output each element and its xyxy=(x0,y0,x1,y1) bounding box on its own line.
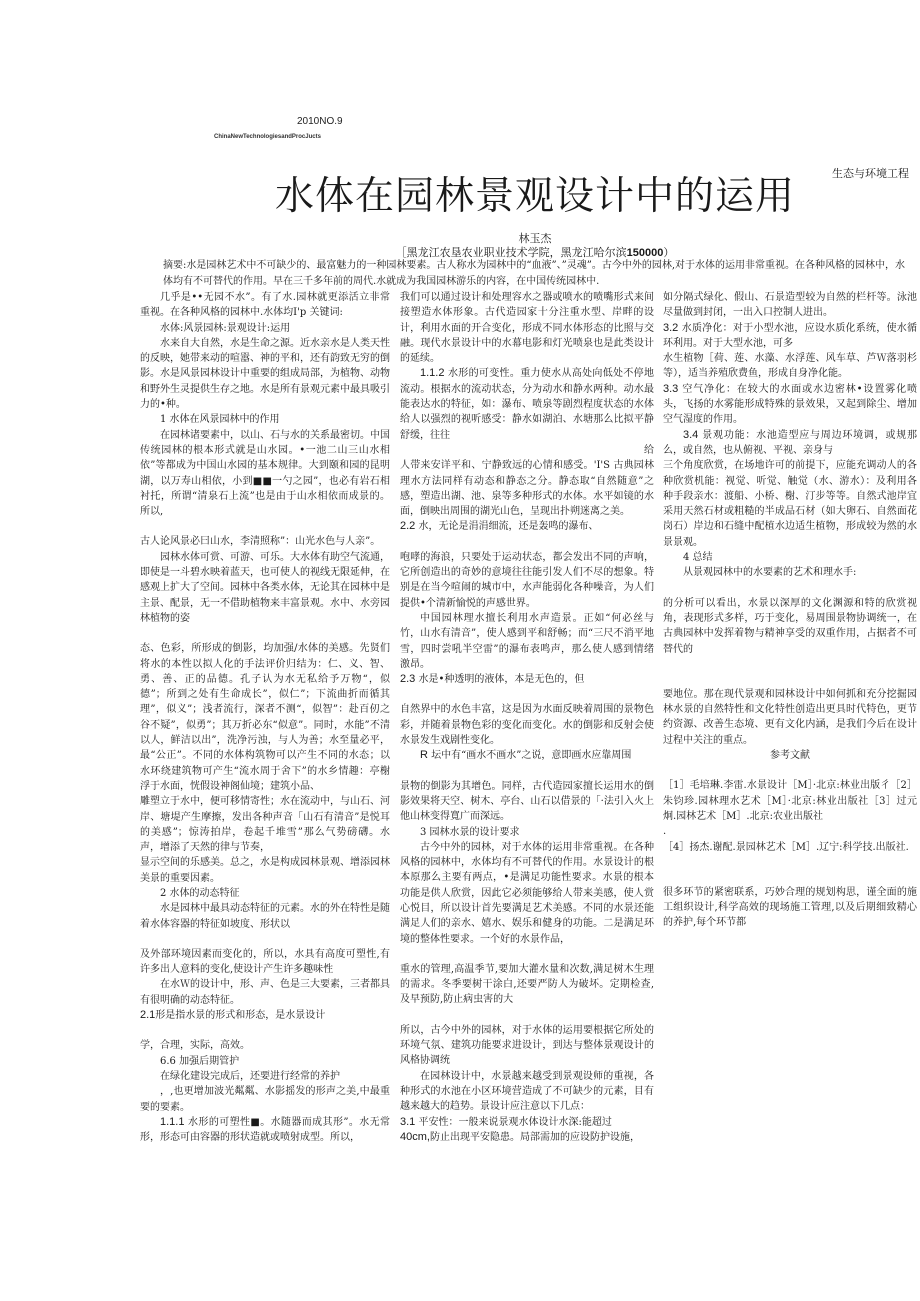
column-3 xyxy=(663,290,917,931)
paragraph: 自然界中的水色丰富，这是因为水面反映着周围的景物色彩，并随着景物色彩的变化而变化。水的倒影和反射会使水景发生戏剧性变化。 xyxy=(400,704,654,747)
author: 林玉杰 xyxy=(518,232,552,245)
subsection xyxy=(400,1115,654,1130)
section-heading: 2 水体的动态特征 xyxy=(160,887,240,899)
section-heading: 6.6 加强后期管护 xyxy=(160,1055,240,1067)
keywords-line: 几乎是••无园不水”。有了水.园林就更添活立非常重视。在各种风格的园林中.水体均Ⅰ'p 关键词: xyxy=(140,292,390,319)
postcode: 150000 xyxy=(626,247,664,259)
depth-value: 40cm, xyxy=(400,1130,430,1143)
subsection-number: 3.1 xyxy=(400,1115,416,1128)
paragraph: 所以，古今中外的园林，对于水体的运用要根据它所处的环境气氛、建筑功能要求进设计，到达与整体景观设计的风格协调统 xyxy=(400,1024,654,1067)
references-dot: . xyxy=(663,826,667,838)
paragraph xyxy=(400,748,654,763)
paragraph: 如分隔式绿化、假山、石景造型较为自然的栏杆等。泳池尽量做到封闭，一出入口控制人进出。 xyxy=(663,292,917,319)
paragraph: 态、色彩，所形成的倒影，均加强/水体的美感。先贤们将水的本性以拟人化的手法评价归结为：仁、义、智、勇、善、正的品德。孔子认为水无私给予万物“，似德”；所到之处有生命成长”，似仁”；下流曲折而循其理”，似义”；浅者流行，深者不测“，似智”：赴百仞之谷不疑”，似勇”；其万折必东“似意”。同时，水能”不清以人，鲜洁以出”，洗净污浊，与人为善；水至量必平，最“公正”。不同的水体构筑物可以产生不同的水态；以水环绕建筑物可产生“流水周于舍下”的水乡情趣：亭榭浮于水面，恍假设神阁仙境；建筑小品、 xyxy=(140,643,390,792)
subsection-text: 形是指水景的形式和形态，是水景设计 xyxy=(155,1010,326,1022)
subsection xyxy=(663,428,917,459)
subsection-text: 景观功能：水池造型应与周边环境调，或规那么，或自然，也从俯视、平视、亲身与 xyxy=(663,429,918,456)
subsection-text: 水形的可塑性■。水随器而成其形”。水无常形，形态可由容器的形状造就或喷射成型。所以， xyxy=(140,1116,390,1144)
paragraph: 古人论风景必曰山水，李清照称”：山光水色与人亲”。 xyxy=(140,536,381,548)
subsection-text: 水质净化：对于小型水池，应设水质化系统，使水循环利用。对于大型水池，可多 xyxy=(663,322,917,349)
article-title: 水体在园林景观设计中的运用 xyxy=(274,174,795,219)
references-heading: 参考文献 xyxy=(770,750,810,762)
subsection-text: 平安性：一般来说景观水体设计水深:能超过 xyxy=(418,1116,612,1128)
paragraph: 学，合理，实际，高效。 xyxy=(140,1040,250,1052)
subsection-text: 水，无论是涓涓细流，还是轰鸣的瀑布、 xyxy=(418,521,599,533)
paragraph: 在水Ｗ的设计中，形、声、色是三大要素，三者都具有很明确的动态特征。 xyxy=(140,979,390,1006)
paragraph: 及外部环境因素而变化的，所以，水具有高度可塑性,有许多出人意料的变化,使设计产生许多趣味性 xyxy=(140,948,390,976)
subsection-number: 2.2 xyxy=(400,520,416,533)
section-heading: 4 总结 xyxy=(683,552,713,564)
paragraph: 人带来安详平和、宁静致远的心情和感受。'I'S 古典园林理水方法同样有动态和静态之分。静态取“自然随意”之感，塑造出湖、池、泉等多种形式的水体。水平如镜的水面，倒映出周围的湖光山色，呈现出扑朔迷离之美。 xyxy=(400,460,654,518)
subsection xyxy=(400,366,654,442)
paragraph-text: 防止出现平安隐患。局部需加的应设防护设施， xyxy=(429,1131,640,1143)
paragraph: 要地位。那在现代景观和园林设计中如何抓和充分挖掘园林水景的自然特性和文化特性创造出更具时代特色，更节约资源、改善生态境、更有文化内涵，是我们今后在设计过程中关注的重点。 xyxy=(663,688,917,746)
journal-name: ChinaNewTechnologiesandProcJucts xyxy=(214,134,321,140)
subsection xyxy=(140,1008,390,1023)
paragraph: 从景观园林中的水要素的艺术和理水手: xyxy=(683,567,857,579)
column-2 xyxy=(400,290,654,1145)
paragraph: ，,也更增加波光粼粼、水影摇发的形声之美,中最重要的要素。 xyxy=(140,1086,390,1113)
subsection xyxy=(400,519,654,534)
affiliation-end: ） xyxy=(663,246,675,259)
paragraph: 给 xyxy=(644,444,654,456)
paragraph: 咆哮的海浪，只要处于运动状态，都会发出不同的声响，它所创造出的奇妙的意境往往能引发人们不尽的想象。特别是在当今喧闹的城市中，水声能弱化各种噪音，为人们提供•个清新愉悦的声感世界。 xyxy=(400,551,654,609)
references-list: ［1］毛培琳.李雷.水景设计［M］·北京:林业出版彳［2］朱钧珍.园林理水艺术［M］·北京:林业出版社［3］过元炯.园林艺术［M］.北京:农业出版社 xyxy=(663,780,917,822)
paragraph: 我们可以通过设计和处理容水之器或喷水的喷嘴形式来间接塑造水体形象。古代造园家十分注重水型、岸畔的设计，利用水面的开合变化，形成不同水体形态的比照与交融。现代水景设计中的水幕电影和灯光喷泉也是此类设计的延续。 xyxy=(400,292,654,365)
paragraph: 在园林设计中，水景越来越受到景观设师的重视，各种形式的水池在小区环境营造成了不可缺少的元素，目有越来越大的趋势。景设计应注意以下几点： xyxy=(400,1070,654,1113)
glyph-r: R xyxy=(420,749,428,762)
reference-item: ［4］扬杰.谢配.景园林艺术［M］.辽宁:科学技.出版社. xyxy=(663,841,909,853)
paragraph: 中国园林理水擅长利用水声造景。正如“何必丝与竹，山水有清音”，使人感到平和舒畅；而“三尺不消平地雪，四时尝吼半空雷”的瀑布表鸣声，那么使人感到情绪激昂。 xyxy=(400,612,654,670)
section-heading: 1 水体在风景园林中的作用 xyxy=(160,414,280,426)
paragraph xyxy=(400,1130,654,1145)
paragraph: 的分析可以看出，水景以深厚的文化渊源和特的欣赏视角，表现形式多样，巧于变化，易周围景物协调统一，在古典园林中发挥着物与精神享受的双重作用，占据者不可替代的 xyxy=(663,597,917,655)
paragraph: 水生植物［荷、莲、水藻、水浮莲、风车草、芦Ｗ落羽杉等），适当养殖欣费鱼，形成自身净化能。 xyxy=(663,353,917,380)
paragraph: 三个角度欣赏，在场地许可的前提下，应能充调动人的各种欣赏机能：视觉、听觉、触觉（水、游水）：及利用各种手段亲水：渡船、小桥、榭、汀步等等。自然式池岸宜采用天然石材或粗糙的半成品石材（如大卵石、自然面花岗石）岸边和石缝中配植水边适生植物，形成较为然的水景景观。 xyxy=(663,460,917,548)
subsection-number: 3.4 xyxy=(683,428,699,441)
paragraph: 重水的管理,高温季节,要加大灌水量和次数,满足树木生理的需求。冬季要树干涂白,还要严防人为破坏。定期检查,及早预防,防止病虫害的大 xyxy=(400,963,654,1006)
subsection-number: 1.1.1 xyxy=(160,1115,185,1128)
subsection xyxy=(663,382,917,428)
paragraph: 古今中外的园林，对于水体的运用非常重视。在各种风格的园林中，水体均有不可替代的作用。水景设计的根本原那么主要有两点，•是满足功能性要求。水景的根本功能是供人欣赏，因此它必须能够给人带来美感，使人赏心悦目，所以设计首先要满足艺术美感。不同的水景还能满足人们的亲水、嬉水、娱乐和健身的功能。二是满足环境的整体性要求。一个好的水景作品， xyxy=(400,841,654,945)
paragraph: 在园林诸要素中，以山、石与水的关系最密切。中国传统园林的根本形式就是山水园。•一池二山三山水相依”等都成为中国山水园的基本规律。大到颐和园的昆明湖，以万寿山相依，小到■■一勺之园”，也必有岩石相衬托，所谓“清泉石上流”也是由于山水相依而成景的。所以, xyxy=(140,429,390,518)
abstract: 摘要:水是园林艺术中不可缺少的、最富魅力的一种园林要素。古人称水为园林中的“血液”、”灵魂”。古今中外的园林,对于水体的运用非常重视。在各种风格的园林中，水体均有不可替代的作用。早在三千多年前的周代.水就成为我国园林游乐的内容，在中国传统园林中. xyxy=(163,260,905,287)
paragraph: 雕塑立于水中，便可移情寄性；水在流动中，与山石、河岸、塘堤产生摩擦，发出各种声音「山石有清音”是悦耳的美感”；惊涛拍岸，卷起千堆雪”那么气势磅礴。水声，增添了天然的律与节奏， xyxy=(140,796,390,854)
issue-number: 2010NO.9 xyxy=(297,116,343,127)
paragraph: 在绿化建设完成后，还要进行经常的养护 xyxy=(160,1070,340,1082)
subsection-text: 空气净化：在较大的水面或水边密林•设置雾化喷头，飞扬的水雾能形成特殊的景效果，又起到除尘、增加空气湿度的作用。 xyxy=(663,383,917,426)
subsection-number: 3.2 xyxy=(663,321,679,334)
subsection-number: 2.1 xyxy=(140,1009,156,1022)
subsection-text: 水形的可变性。重力使水从高处向低处不停地流动。根据水的流动状态，分为动水和静水两种。动水最能表达水的特征，如：瀑布、喷泉等剧烈程度状态的水体给人以强烈的视听感受：静水如湖泊、水塘那么比拟平静舒缓，往往 xyxy=(400,368,654,441)
subsection-number: 1.1.2 xyxy=(420,367,445,380)
column-tag: 生态与环境工程 xyxy=(832,167,909,180)
paragraph: 很多环节的紧密联系，巧妙合理的规划构思，谨全面的施工组织设计,科学高效的现场施工管理,以及后期细致精心的养护,每个环节都 xyxy=(663,886,917,929)
section-heading: 3 园林水景的设计要求 xyxy=(420,826,520,838)
paragraph: 显示空间的乐感美。总之，水是构成园林景观、增添园林美景的重要因素。 xyxy=(140,857,390,884)
subsection xyxy=(140,1115,390,1146)
paragraph-text: 坛中有“画水不画水”之说，意即画水应靠周围 xyxy=(431,750,632,762)
paragraph: 水来自大自然，水是生命之源。近水亲水是人类天性的反映，她带来动的喧嚣、神的平和，还有韵致无穷的倒影。水是风景园林设计中重要的组成局部，为植物、动物和野外生灵提供生存之地。水是所有景观元素中最具吸引力的•种。 xyxy=(140,337,390,411)
column-1 xyxy=(140,290,390,1145)
paragraph: 景物的倒影为其增色。同样，古代造园家擅长运用水的倒影效果将天空、树木、亭台、山石以借景的「·法引入火上他山林变得寬广而深远。 xyxy=(400,780,654,823)
keywords: 水体:风景园林:景观设计:运用 xyxy=(160,322,291,334)
paragraph: 园林水体可赏、可游、可乐。大水体有助空气流通，即使是一斗碧水映着蓝天，也可使人的视线无限延伸，在感观上扩大了空间。园林中各类水体，无论其在园林中是主景、配景，无一不借助植物来丰富景观。水中、水旁园林植物的姿 xyxy=(140,551,390,624)
affiliation-text: ［黑龙江农垦农业职业技术学院，黑龙江哈尔滨 xyxy=(395,246,627,259)
subsection-number: 2.3 xyxy=(400,673,416,686)
paragraph: 水是园林中最具动态特征的元素。水的外在特性是随着水体容器的特征如坡度、形状以 xyxy=(140,903,390,930)
subsection-text: 水是•种透明的液体，本是无色的，但 xyxy=(418,674,585,686)
subsection xyxy=(400,672,654,687)
subsection-number: 3.3 xyxy=(663,382,679,395)
subsection xyxy=(663,321,917,352)
